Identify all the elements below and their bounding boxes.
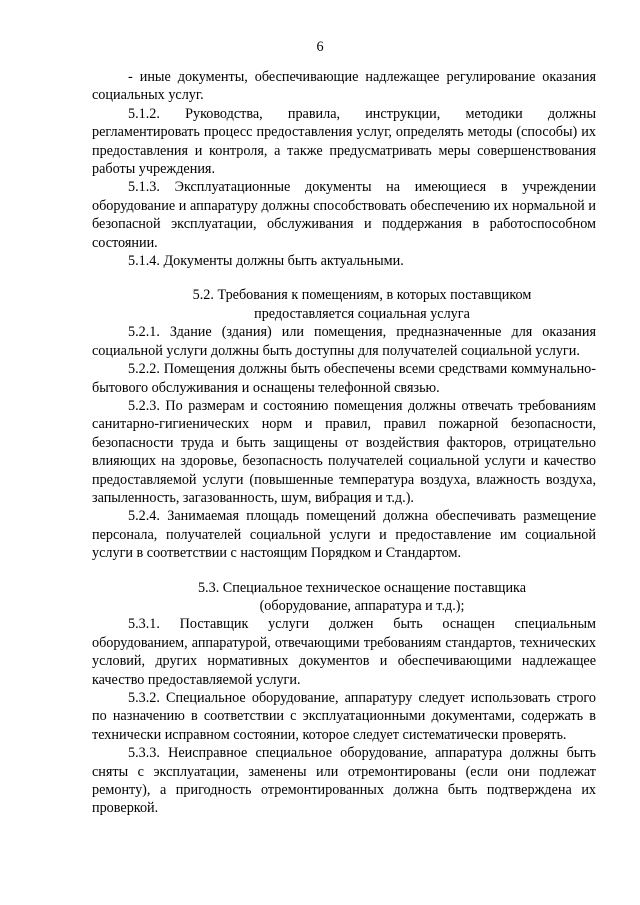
paragraph-5-2-1: 5.2.1. Здание (здания) или помещения, предназначенные для оказания социальной услуги должны быть доступны для получателей социальной услуги. [92,324,596,359]
paragraph-5-2-2: 5.2.2. Помещения должны быть обеспечены всеми средствами коммунально-бытового обслуживания и оснащены телефонной связью. [92,361,596,396]
section-spacer [92,270,596,286]
paragraph-5-3-2: 5.3.2. Специальное оборудование, аппаратуру следует использовать строго по назначению в соответствии с эксплуатационными документами, содержать в технически исправном состоянии, которое следует систематически проверять. [92,690,596,743]
paragraph-5-2-3: 5.2.3. По размерам и состоянию помещения должны отвечать требованиям санитарно-гигиенических норм и правил, правил пожарной безопасности, безопасности труда и быть защищены от воздействия факторов, отрицательно влияющих на здоровье, безопасность получателей социальной услуги и качество предоставляемой услуги (повышенные температура воздуха, влажность воздуха, запыленность, загазованность, шум, вибрация и т.д.). [92,397,596,506]
paragraph-5-3-1: 5.3.1. Поставщик услуги должен быть оснащен специальным оборудованием, аппаратурой, отвечающими требованиям стандартов, технических условий, других нормативных документов и обеспечивающими надлежащее качество предоставляемой услуги. [92,616,596,688]
paragraph-other-documents: - иные документы, обеспечивающие надлежащее регулирование оказания социальных услуг. [92,69,596,104]
section-5-3-heading-line1: 5.3. Специальное техническое оснащение поставщика [197,579,527,596]
page-number: 6 [316,39,324,55]
document-body [92,68,596,818]
section-5-2-heading-line2: предоставляется социальная услуга [254,305,470,322]
paragraph-5-2-4: 5.2.4. Занимаемая площадь помещений должна обеспечивать размещение персонала, получателей социальной услуги и предоставление им социальной услуги в соответствии с настоящим Порядком и Стандартом. [92,508,596,562]
section-5-2-heading-line1: 5.2. Требования к помещениям, в которых поставщиком [192,287,532,304]
paragraph-5-1-2: 5.1.2. Руководства, правила, инструкции, методики должны регламентировать процесс предоставления услуг, определять методы (способы) их предоставления и контроля, а также предусматривать меры совершенствования работы учреждения. [92,105,596,178]
paragraph-5-1-4: 5.1.4. Документы должны быть актуальными. [128,253,404,270]
section-spacer [92,563,596,579]
paragraph-5-1-3: 5.1.3. Эксплуатационные документы на имеющиеся в учреждении оборудование и аппаратуру должны способствовать обеспечению их нормальной и безопасной эксплуатации, обслуживания и поддержания в работоспособном состоянии. [92,179,596,251]
paragraph-5-3-3: 5.3.3. Неисправное специальное оборудование, аппаратура должны быть сняты с эксплуатации, заменены или отремонтированы (если они подлежат ремонту), а пригодность отремонтированных должна быть подтверждена их проверкой. [92,745,596,817]
section-5-3-heading-line2: (оборудование, аппаратура и т.д.); [259,597,465,614]
